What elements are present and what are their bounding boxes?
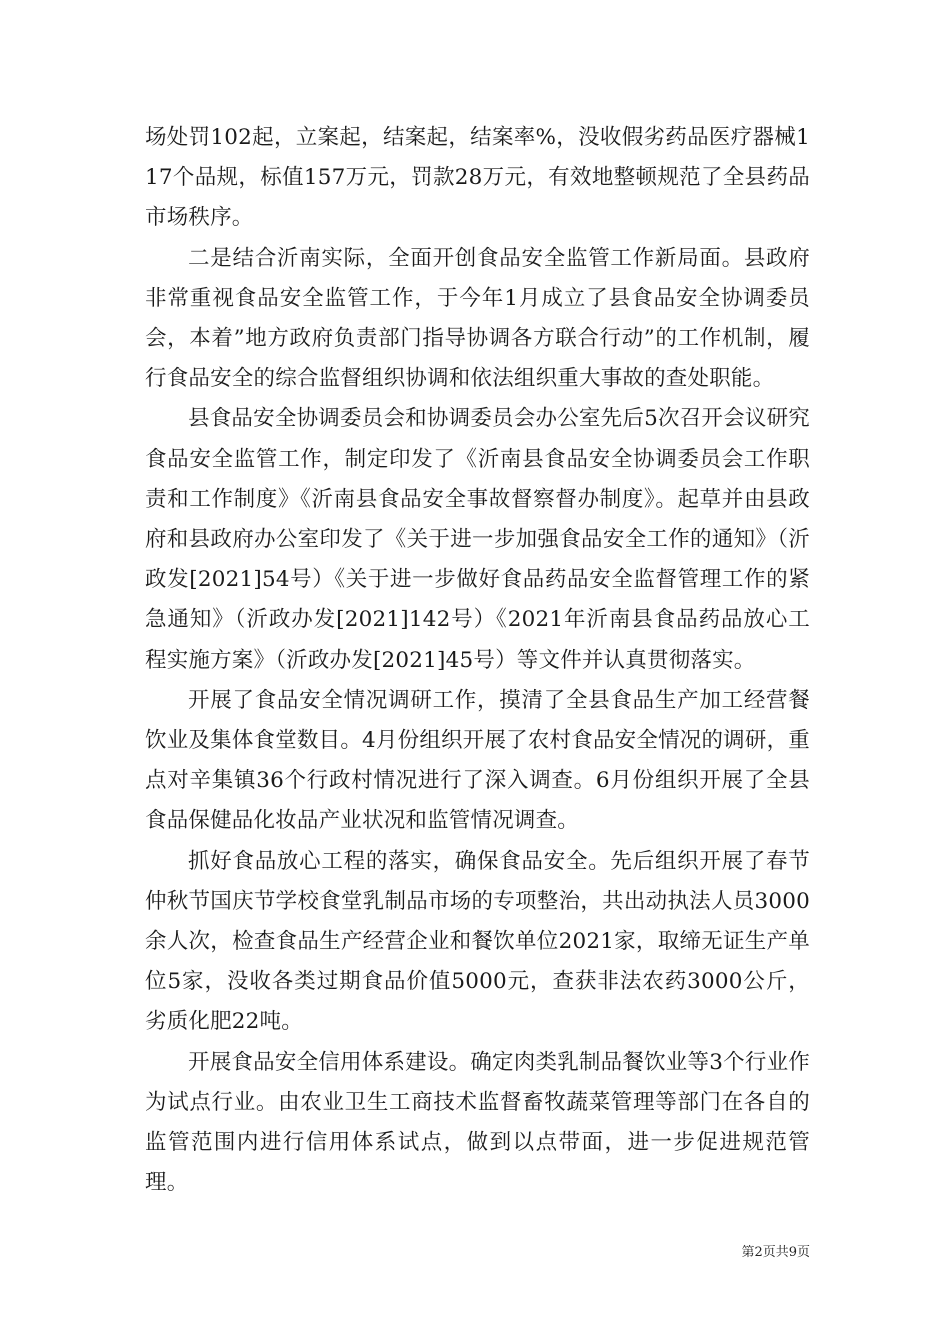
document-body xyxy=(145,118,810,1203)
page-number-footer: 第2页共9页 xyxy=(741,1245,810,1260)
paragraph-1: 场处罚102起，立案起，结案起，结案率%，没收假劣药品医疗器械117个品规，标值157万元，罚款28万元，有效地整顿规范了全县药品市场秩序。 xyxy=(145,125,810,231)
paragraph-5: 抓好食品放心工程的落实，确保食品安全。先后组织开展了春节仲秋节国庆节学校食堂乳制品市场的专项整治，共出动执法人员3000余人次，检查食品生产经营企业和餐饮单位2021家，取缔无证生产单位5家，没收各类过期食品价值5000元，查获非法农药3000公斤，劣质化肥22吨。 xyxy=(145,848,810,1035)
paragraph-4: 开展了食品安全情况调研工作，摸清了全县食品生产加工经营餐饮业及集体食堂数目。4月份组织开展了农村食品安全情况的调研，重点对辛集镇36个行政村情况进行了深入调查。6月份组织开展了全县食品保健品化妆品产业状况和监管情况调查。 xyxy=(145,687,810,834)
paragraph-2: 二是结合沂南实际，全面开创食品安全监管工作新局面。县政府非常重视食品安全监管工作，于今年1月成立了县食品安全协调委员会，本着”地方政府负责部门指导协调各方联合行动”的工作机制，履行食品安全的综合监督组织协调和依法组织重大事故的查处职能。 xyxy=(145,245,810,392)
paragraph-3: 县食品安全协调委员会和协调委员会办公室先后5次召开会议研究食品安全监管工作，制定印发了《沂南县食品安全协调委员会工作职责和工作制度》《沂南县食品安全事故督察督办制度》。起草并由县政府和县政府办公室印发了《关于进一步加强食品安全工作的通知》（沂政发[2021]54号）《关于进一步做好食品药品安全监督管理工作的紧急通知》（沂政办发[2021]142号）《2021年沂南县食品药品放心工程实施方案》（沂政办发[2021]45号）等文件并认真贯彻落实。 xyxy=(145,406,810,673)
paragraph-6: 开展食品安全信用体系建设。确定肉类乳制品餐饮业等3个行业作为试点行业。由农业卫生工商技术监督畜牧蔬菜管理等部门在各自的监管范围内进行信用体系试点，做到以点带面，进一步促进规范管理。 xyxy=(145,1049,810,1196)
